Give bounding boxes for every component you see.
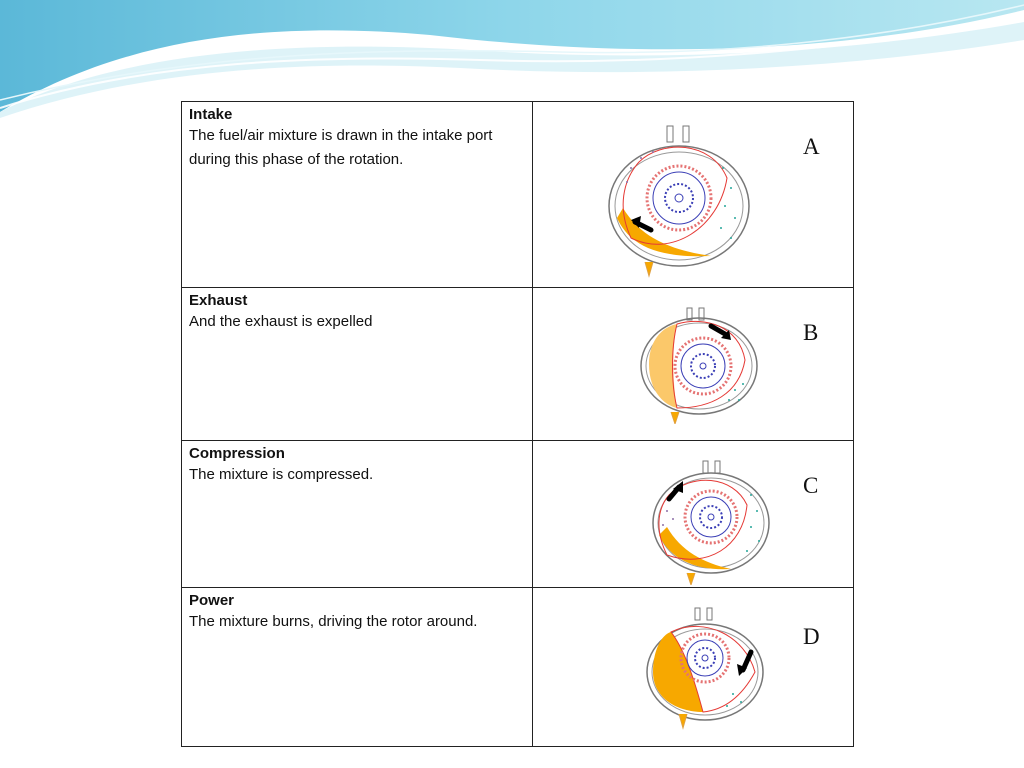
phase-diagram-cell xyxy=(533,288,854,441)
phase-description: The mixture burns, driving the rotor around. xyxy=(189,613,478,630)
rotary-engine-compression-diagram xyxy=(647,455,779,585)
phase-letter: A xyxy=(803,134,820,159)
phase-letter: B xyxy=(803,320,819,345)
phase-text-cell xyxy=(182,588,533,747)
phase-name: Intake xyxy=(189,106,233,123)
phase-text-cell xyxy=(182,288,533,441)
rotary-engine-exhaust-diagram xyxy=(635,304,763,424)
phase-name: Power xyxy=(189,592,235,609)
phase-diagram-cell xyxy=(533,441,854,588)
phase-diagram-cell xyxy=(533,102,854,288)
table-row xyxy=(182,588,854,747)
phase-description: The fuel/air mixture is drawn in the intake port during this phase of the rotation. xyxy=(189,127,493,168)
phase-text-cell xyxy=(182,441,533,588)
phase-diagram-cell xyxy=(533,588,854,747)
phase-name: Compression xyxy=(189,445,285,462)
phase-letter: D xyxy=(803,624,820,649)
table-row xyxy=(182,288,854,441)
phase-letter: C xyxy=(803,473,819,498)
phase-text-cell xyxy=(182,102,533,288)
table-row xyxy=(182,441,854,588)
rotary-engine-power-diagram xyxy=(641,602,771,730)
phase-description: The mixture is compressed. xyxy=(189,466,374,483)
phase-name: Exhaust xyxy=(189,292,248,309)
phase-table xyxy=(181,101,854,747)
rotary-engine-intake-diagram xyxy=(601,118,756,283)
phase-description: And the exhaust is expelled xyxy=(189,313,373,330)
table-row xyxy=(182,102,854,288)
